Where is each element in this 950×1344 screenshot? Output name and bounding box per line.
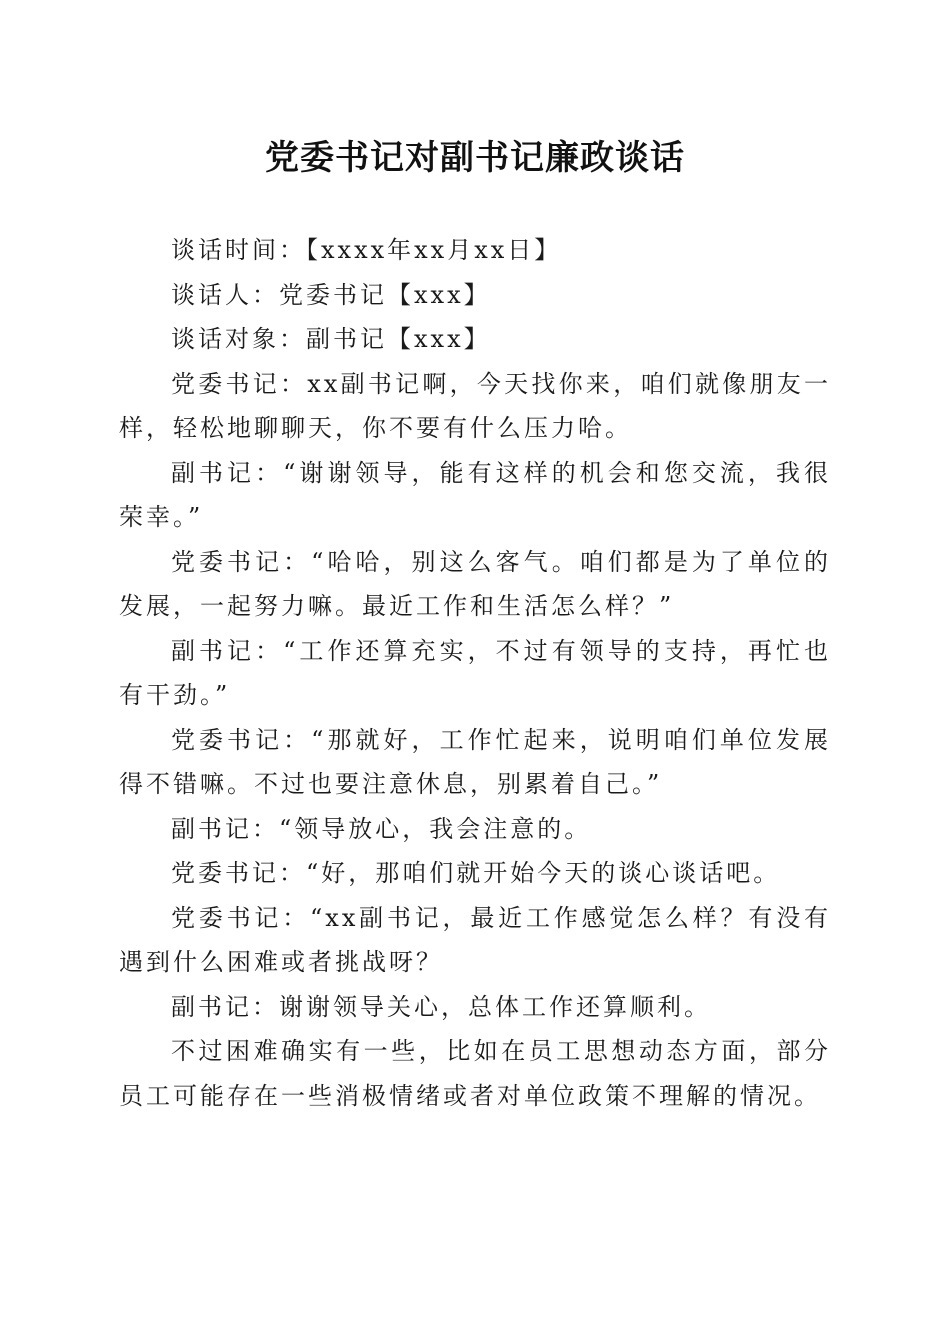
paragraph-dialogue: 不过困难确实有一些，比如在员工思想动态方面，部分员工可能存在一些消极情绪或者对单位政策不理解的情况。 (119, 1037, 831, 1110)
paragraph-dialogue: 党委书记：“那就好，工作忙起来，说明咱们单位发展得不错嘛。不过也要注意休息，别累着自己。” (119, 725, 831, 798)
paragraph-dialogue: 党委书记：“xx副书记，最近工作感觉怎么样？有没有遇到什么困难或者挑战呀？ (119, 903, 831, 976)
paragraph-dialogue: 副书记：谢谢领导关心，总体工作还算顺利。 (171, 992, 711, 1021)
paragraph-dialogue: 副书记：“领导放心，我会注意的。 (171, 814, 592, 843)
paragraph-talker: 谈话人：党委书记【xxx】 (171, 280, 491, 309)
paragraph-dialogue: 副书记：“工作还算充实，不过有领导的支持，再忙也有干劲。” (119, 636, 831, 709)
paragraph-talk-target: 谈话对象：副书记【xxx】 (171, 325, 491, 353)
paragraph-dialogue: 副书记：“谢谢领导，能有这样的机会和您交流，我很荣幸。” (119, 458, 831, 531)
paragraph-dialogue: 党委书记：“哈哈，别这么客气。咱们都是为了单位的发展，一起努力嘛。最近工作和生活怎么样？” (119, 547, 831, 620)
document-body (119, 228, 831, 1118)
paragraph-talk-time: 谈话时间：【xxxx年xx月xx日】 (171, 236, 562, 264)
document-title: 党委书记对副书记廉政谈话 (265, 138, 685, 178)
paragraph-dialogue: 党委书记：xx副书记啊，今天找你来，咱们就像朋友一样，轻松地聊聊天，你不要有什么压力哈。 (119, 369, 831, 442)
paragraph-dialogue: 党委书记：“好，那咱们就开始今天的谈心谈话吧。 (171, 859, 781, 887)
